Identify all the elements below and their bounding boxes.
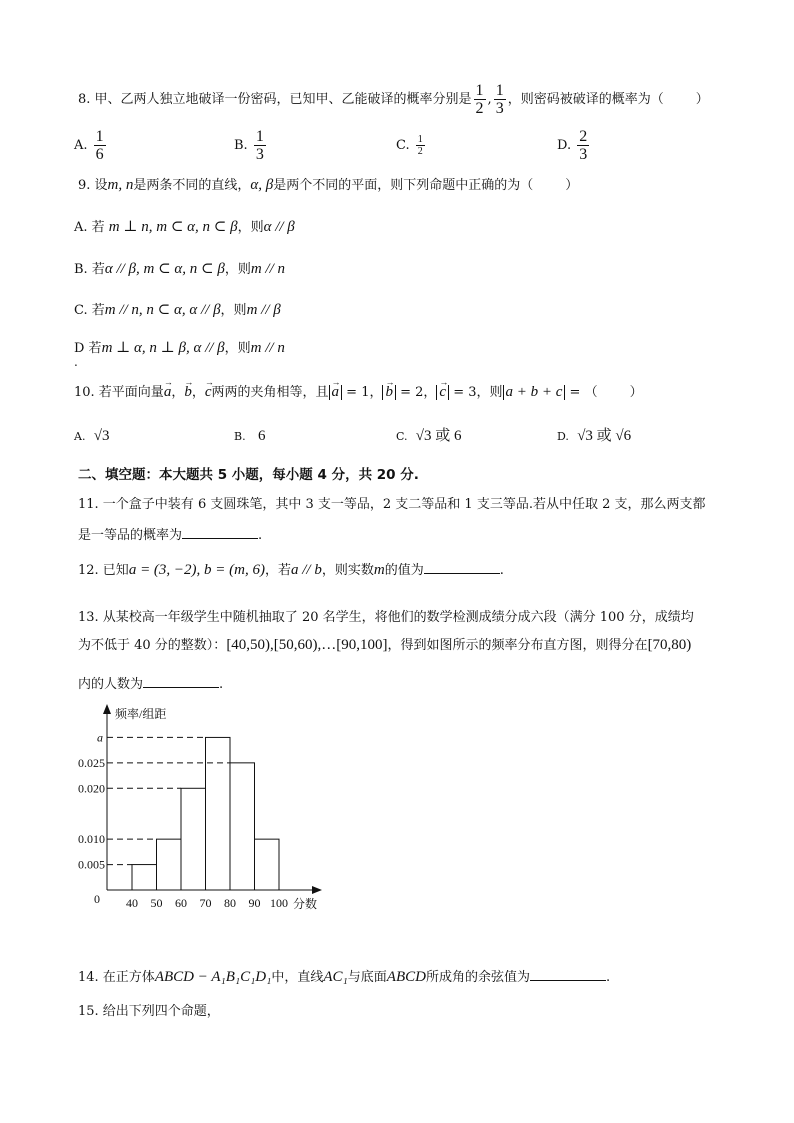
q8-option-d: D. $\frac{2}{3}$ [557, 128, 588, 163]
x-tick-label: 50 [150, 896, 163, 910]
q8-option-c: C. $\frac{1}{2}$ [396, 134, 423, 157]
q8-option-a: A. $\frac{1}{6}$ [74, 128, 104, 163]
q9-option-a: A. 若 m ⊥ n, m ⊂ α, n ⊂ β，则α // β [74, 219, 295, 235]
q10-option-b: B. 6 [234, 428, 266, 444]
q13-line-2: 为不低于 40 分的整数）：[40,50),[50,60),…[90,100]，得到如图所示的频率分布直方图，则得分在[70,80) [78, 637, 692, 653]
q9-option-b: B. 若α // β, m ⊂ α, n ⊂ β，则m // n [74, 261, 286, 277]
y-axis-label: 频率/组距 [115, 707, 167, 721]
histogram-bar-1 [157, 839, 182, 890]
q14-stem: 14. 在正方体ABCD − A₁B₁C₁D₁中，直线AC₁与底面ABCD所成角的余弦值为 . [78, 969, 611, 985]
q10-option-a: A. √3 [74, 428, 110, 444]
histogram-bar-2 [181, 788, 206, 890]
q13-line-1: 13. 从某校高一年级学生中随机抽取了 20 名学生，将他们的数学检测成绩分成六段（满分 100 分，成绩均 [78, 610, 694, 625]
x-tick-label: 60 [175, 896, 187, 910]
x-tick-label: 100 [270, 896, 288, 910]
q10-stem: 10. 若平面向量→ a，→ b，→ c两两的夹角相等，且→ a = 1，→ b = 2，→ c = 3，则 a + b + c = （ ） [74, 383, 643, 402]
y-tick-label: a [97, 730, 103, 745]
q9-option-d-dot: . [74, 355, 78, 369]
q13-answer-blank[interactable] [143, 675, 219, 688]
y-axis-arrow [103, 704, 111, 714]
y-tick-label: 0.025 [78, 755, 105, 770]
histogram-bar-0 [132, 865, 157, 890]
q8-option-b: B. $\frac{1}{3}$ [234, 128, 264, 163]
histogram-bar-5 [255, 839, 280, 890]
q9-option-d: D 若m ⊥ α, n ⊥ β, α // β，则m // n [74, 340, 285, 356]
section-2-heading: 二、填空题：本大题共 5 小题，每小题 4 分，共 20 分. [78, 467, 419, 483]
x-tick-label: 90 [248, 896, 261, 910]
q14-answer-blank[interactable] [530, 968, 606, 981]
q8-frac-1: $\frac{1}{2}$ [475, 82, 484, 117]
q12-stem: 12. 已知a = (3, −2), b = (m, 6)，若a // b，则实数m的值为 . [78, 562, 504, 578]
y-tick-label: 0.020 [78, 781, 105, 796]
q8-stem: 8. 甲、乙两人独立地破译一份密码，已知甲、乙能破译的概率分别是 $\frac{1}{2}$ , $\frac{1}{3}$ ，则密码被破译的概率为（ ） [78, 82, 709, 117]
y-tick-label: 0.005 [78, 857, 105, 872]
histogram-bar-4 [230, 763, 255, 890]
q8-frac-2: $\frac{1}{3}$ [495, 82, 504, 117]
frequency-histogram [60, 700, 350, 920]
q9-option-c: C. 若m // n, n ⊂ α, α // β，则m // β [74, 302, 281, 318]
q11-line-2: 是一等品的概率为 . [78, 528, 263, 543]
q11-line-1: 11. 一个盒子中装有 6 支圆珠笔，其中 3 支一等品，2 支二等品和 1 支三等品.若从中任取 2 支，那么两支都 [78, 497, 706, 512]
x-tick-label: 40 [126, 896, 138, 910]
q13-line-3: 内的人数为 . [78, 677, 224, 692]
x-tick-label: 70 [199, 896, 212, 910]
q12-answer-blank[interactable] [424, 561, 500, 574]
origin-label: 0 [94, 892, 100, 906]
q10-option-d: D. √3 或 √6 [557, 428, 632, 444]
q9-stem: 9. 设m, n是两条不同的直线，α, β是两个不同的平面，则下列命题中正确的为（ ） [78, 177, 579, 193]
x-axis-arrow [312, 886, 322, 894]
x-tick-label: 80 [224, 896, 236, 910]
q11-answer-blank[interactable] [182, 526, 258, 539]
y-tick-label: 0.010 [78, 832, 105, 847]
x-axis-label: 分数 [293, 897, 318, 911]
q15-stem: 15. 给出下列四个命题， [78, 1004, 220, 1019]
histogram-bar-3 [206, 737, 231, 890]
q10-option-c: C. √3 或 6 [396, 428, 462, 444]
